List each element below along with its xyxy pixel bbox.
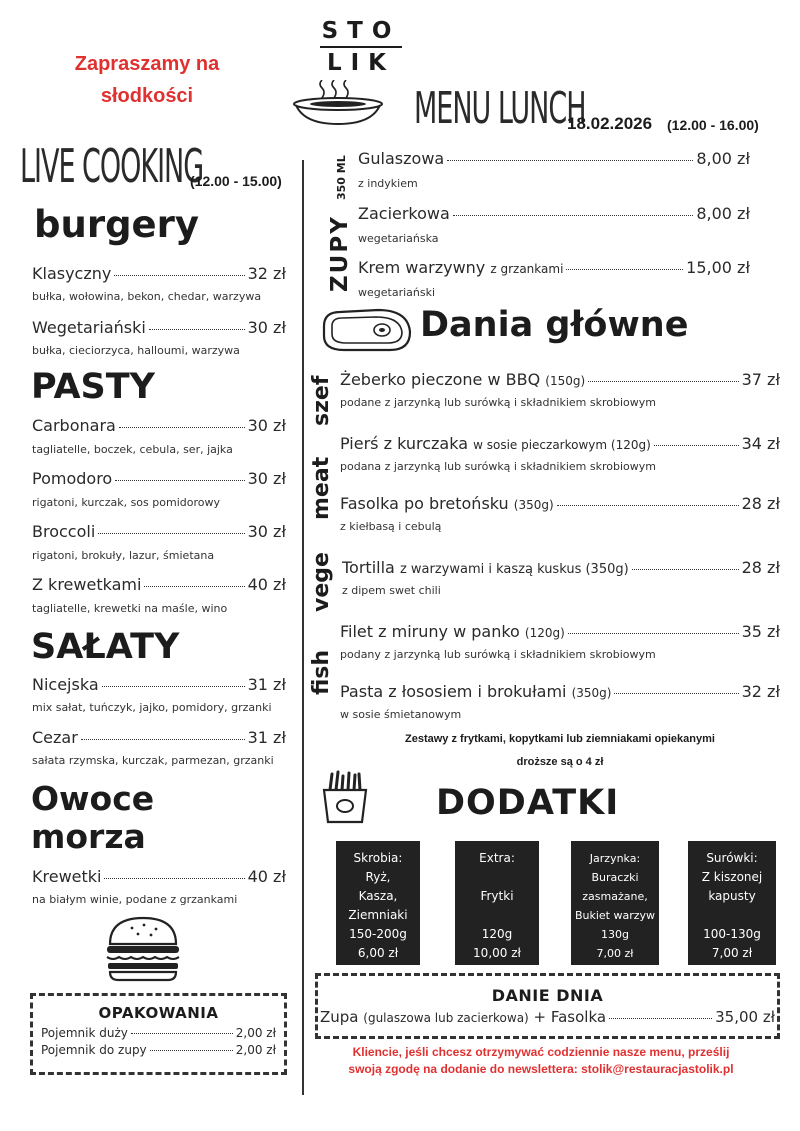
dot-leader xyxy=(654,445,739,446)
category-owoce-morza xyxy=(31,780,154,856)
menu-hours: (12.00 - 16.00) xyxy=(667,117,759,133)
dot-leader xyxy=(102,686,245,687)
item-description: wegetariańska xyxy=(358,232,439,245)
item-description: tagliatelle, krewetki na maśle, wino xyxy=(32,602,228,615)
dot-leader xyxy=(81,739,245,740)
burger-icon xyxy=(104,916,182,982)
addon-line: Extra: xyxy=(479,851,515,865)
newsletter-line: Kliencie, jeśli chcesz otrzymywać codziennie nasze menu, prześlij xyxy=(352,1045,730,1059)
category-burgery: burgery xyxy=(34,203,200,246)
soups-volume: 350 ML xyxy=(335,155,348,200)
menu-item xyxy=(32,318,286,337)
menu-item xyxy=(32,522,286,541)
daily-special-box xyxy=(315,973,780,1039)
addon-box-skrobia xyxy=(336,841,420,965)
item-description: podane z jarzynką lub surówką i składnikiem skrobiowym xyxy=(340,396,656,409)
item-description: sałata rzymska, kurczak, parmezan, grzanki xyxy=(32,754,274,767)
sweets-line-2: słodkości xyxy=(100,85,194,107)
menu-item xyxy=(32,416,286,435)
fries-icon xyxy=(318,770,372,824)
item-extra: z grzankami xyxy=(490,262,564,276)
item-description: z kiełbasą i cebulą xyxy=(340,520,442,533)
addon-box-jarzynka xyxy=(571,841,659,965)
item-description: rigatoni, brokuły, lazur, śmietana xyxy=(32,549,215,562)
item-price: 15,00 zł xyxy=(686,258,750,277)
dot-leader xyxy=(119,427,245,428)
live-cooking-title: LIVE COOKING xyxy=(20,140,204,195)
newsletter-line: swoją zgodę na dodanie do newslettera: stolik@restauracjastolik.pl xyxy=(348,1062,734,1076)
item-description: z dipem swet chili xyxy=(342,584,441,597)
item-description: w sosie śmietanowym xyxy=(340,708,462,721)
addon-line: kapusty xyxy=(708,889,756,903)
item-extra: z warzywami i kaszą kuskus (350g) xyxy=(399,562,629,577)
item-description: tagliatelle, boczek, cebula, ser, jajka xyxy=(32,443,233,456)
item-price: 35 zł xyxy=(741,622,780,641)
addon-line: zasmażane, xyxy=(582,890,648,903)
addon-box-extra xyxy=(455,841,539,965)
soup-bowl-icon xyxy=(292,80,384,128)
addon-line: 10,00 zł xyxy=(473,946,521,960)
item-description: podana z jarzynką lub surówką i składnikiem skrobiowym xyxy=(340,460,656,473)
dot-leader xyxy=(150,1050,233,1051)
menu-lunch-title: MENU LUNCH xyxy=(414,84,586,135)
addon-line xyxy=(688,906,776,925)
item-description: na białym winie, podane z grzankami xyxy=(32,893,238,906)
menu-item xyxy=(32,264,286,283)
item-price: 30 zł xyxy=(247,416,286,435)
item-description: podany z jarzynką lub surówką i składnikiem skrobiowym xyxy=(340,648,656,661)
dot-leader xyxy=(609,1018,712,1019)
item-name: Broccoli xyxy=(32,522,96,541)
menu-date: 18.02.2026 xyxy=(567,114,653,133)
item-price: 30 zł xyxy=(247,318,286,337)
item-name: Cezar xyxy=(32,728,78,747)
item-price: 34 zł xyxy=(741,434,780,453)
main-dish-item xyxy=(340,494,780,513)
addon-line xyxy=(455,906,539,925)
dot-leader xyxy=(568,633,739,634)
item-price: 28 zł xyxy=(741,494,780,513)
category-title-line: Owoce xyxy=(31,779,155,818)
addon-line: 120g xyxy=(481,927,513,941)
addon-line xyxy=(455,868,539,887)
addon-line: Z kiszonej xyxy=(701,870,763,884)
addon-line: Kasza, xyxy=(358,889,398,903)
dot-leader xyxy=(131,1033,233,1034)
dot-leader xyxy=(632,569,739,570)
side-label-meat: meat xyxy=(309,456,334,520)
addon-line: 6,00 zł xyxy=(357,946,399,960)
addon-line: 130g xyxy=(601,928,629,941)
packaging-item xyxy=(41,1026,276,1040)
main-dish-item xyxy=(340,682,780,701)
item-name: Fasolka po bretońsku xyxy=(340,494,509,513)
addon-line: Jarzynka: xyxy=(589,852,641,865)
addon-line: 7,00 zł xyxy=(711,946,753,960)
logo-top: STO xyxy=(321,18,401,44)
item-price: 37 zł xyxy=(741,370,780,389)
column-divider xyxy=(302,160,304,1095)
dot-leader xyxy=(588,381,738,382)
soups-label: ZUPY xyxy=(327,215,353,292)
item-name: Krem warzywny xyxy=(358,258,486,277)
dot-leader xyxy=(115,480,244,481)
packaging-title: OPAKOWANIA xyxy=(98,1004,219,1022)
item-extra: (150g) xyxy=(545,374,586,388)
newsletter-note xyxy=(316,1044,766,1078)
dot-leader xyxy=(149,329,245,330)
category-pasty: PASTY xyxy=(31,367,155,407)
item-description: mix sałat, tuńczyk, jajko, pomidory, grzanki xyxy=(32,701,272,714)
logo-bottom: LIK xyxy=(326,50,396,76)
logo xyxy=(316,18,406,76)
item-price: 40 zł xyxy=(247,575,286,594)
sets-note xyxy=(340,728,780,774)
main-dish-item xyxy=(340,370,780,389)
menu-item xyxy=(32,728,286,747)
menu-item xyxy=(32,469,286,488)
dot-leader xyxy=(104,878,244,879)
daily-plus: + Fasolka xyxy=(533,1008,607,1026)
addon-line: Ziemniaki xyxy=(348,908,408,922)
item-extra: (350g) xyxy=(513,498,554,512)
item-description: wegetariański xyxy=(358,286,436,299)
item-price: 8,00 zł xyxy=(696,149,750,168)
item-price: 31 zł xyxy=(247,675,286,694)
item-description: rigatoni, kurczak, sos pomidorowy xyxy=(32,496,220,509)
item-price: 32 zł xyxy=(247,264,286,283)
addon-line: Surówki: xyxy=(706,851,758,865)
item-name: Klasyczny xyxy=(32,264,112,283)
item-name: Nicejska xyxy=(32,675,99,694)
soup-item xyxy=(358,149,750,168)
main-dish-item xyxy=(340,622,780,641)
item-name: Carbonara xyxy=(32,416,116,435)
item-price: 2,00 zł xyxy=(235,1043,276,1057)
item-name: Gulaszowa xyxy=(358,149,445,168)
addon-line: Buraczki xyxy=(591,871,639,884)
sweets-line-1: Zapraszamy na xyxy=(74,53,220,75)
item-name: Pojemnik duży xyxy=(41,1026,128,1040)
daily-name: Zupa xyxy=(320,1008,359,1026)
item-price: 32 zł xyxy=(741,682,780,701)
addon-line: Bukiet warzyw xyxy=(574,909,656,922)
menu-item xyxy=(32,867,286,886)
item-name: Pasta z łososiem i brokułami xyxy=(340,682,567,701)
dot-leader xyxy=(566,269,683,270)
side-label-vege: vege xyxy=(309,552,334,612)
addon-line: 7,00 zł xyxy=(596,947,634,960)
logo-divider xyxy=(320,46,402,48)
main-dish-item xyxy=(340,434,780,453)
menu-item xyxy=(32,675,286,694)
dot-leader xyxy=(144,586,244,587)
item-price: 40 zł xyxy=(247,867,286,886)
sets-note-line: droższe są o 4 zł xyxy=(516,756,604,768)
item-price: 28 zł xyxy=(741,558,780,577)
dot-leader xyxy=(447,160,693,161)
menu-item xyxy=(32,575,286,594)
packaging-box xyxy=(30,993,287,1075)
addons-title: DODATKI xyxy=(436,783,620,823)
item-extra: (120g) xyxy=(524,626,565,640)
item-name: Pomodoro xyxy=(32,469,113,488)
mains-title: Dania główne xyxy=(420,305,689,345)
item-name: Z krewetkami xyxy=(32,575,142,594)
soup-item xyxy=(358,204,750,223)
category-title-line: morza xyxy=(31,817,146,856)
item-price: 30 zł xyxy=(247,522,286,541)
sweets-invitation xyxy=(52,48,242,112)
daily-extra: (gulaszowa lub zacierkowa) xyxy=(363,1011,529,1025)
side-label-szef: szef xyxy=(309,375,334,426)
steak-icon xyxy=(320,306,414,354)
item-price: 30 zł xyxy=(247,469,286,488)
addon-line: Frytki xyxy=(480,889,514,903)
live-cooking-hours: (12.00 - 15.00) xyxy=(190,173,282,189)
item-description: bułka, wołowina, bekon, chedar, warzywa xyxy=(32,290,262,303)
main-dish-item xyxy=(342,558,780,577)
daily-price: 35,00 zł xyxy=(715,1008,775,1026)
item-description: z indykiem xyxy=(358,177,418,190)
daily-special-item xyxy=(320,1008,775,1026)
item-name: Pojemnik do zupy xyxy=(41,1043,147,1057)
soup-item xyxy=(358,258,750,277)
item-description: bułka, cieciorzyca, halloumi, warzywa xyxy=(32,344,240,357)
daily-special-title: DANIE DNIA xyxy=(491,986,604,1005)
item-price: 8,00 zł xyxy=(696,204,750,223)
dot-leader xyxy=(98,533,244,534)
addon-line: Ryż, xyxy=(365,870,391,884)
item-name: Pierś z kurczaka xyxy=(340,434,468,453)
dot-leader xyxy=(557,505,739,506)
addon-box-surowki xyxy=(688,841,776,965)
addon-line: 150-200g xyxy=(349,927,407,941)
category-salaty: SAŁATY xyxy=(31,627,180,667)
item-name: Zacierkowa xyxy=(358,204,450,223)
side-label-fish: fish xyxy=(309,649,334,695)
item-name: Żeberko pieczone w BBQ xyxy=(340,370,541,389)
sets-note-line: Zestawy z frytkami, kopytkami lub ziemniakami opiekanymi xyxy=(405,733,715,745)
dot-leader xyxy=(614,693,738,694)
item-name: Krewetki xyxy=(32,867,102,886)
item-price: 31 zł xyxy=(247,728,286,747)
item-price: 2,00 zł xyxy=(235,1026,276,1040)
dot-leader xyxy=(453,215,694,216)
item-name: Tortilla xyxy=(342,558,395,577)
packaging-item xyxy=(41,1043,276,1057)
addon-line: 100-130g xyxy=(703,927,761,941)
dot-leader xyxy=(114,275,244,276)
addon-line: Skrobia: xyxy=(353,851,403,865)
item-name: Wegetariański xyxy=(32,318,146,337)
item-extra: w sosie pieczarkowym (120g) xyxy=(473,438,651,452)
item-extra: (350g) xyxy=(571,686,612,700)
item-name: Filet z miruny w panko xyxy=(340,622,520,641)
